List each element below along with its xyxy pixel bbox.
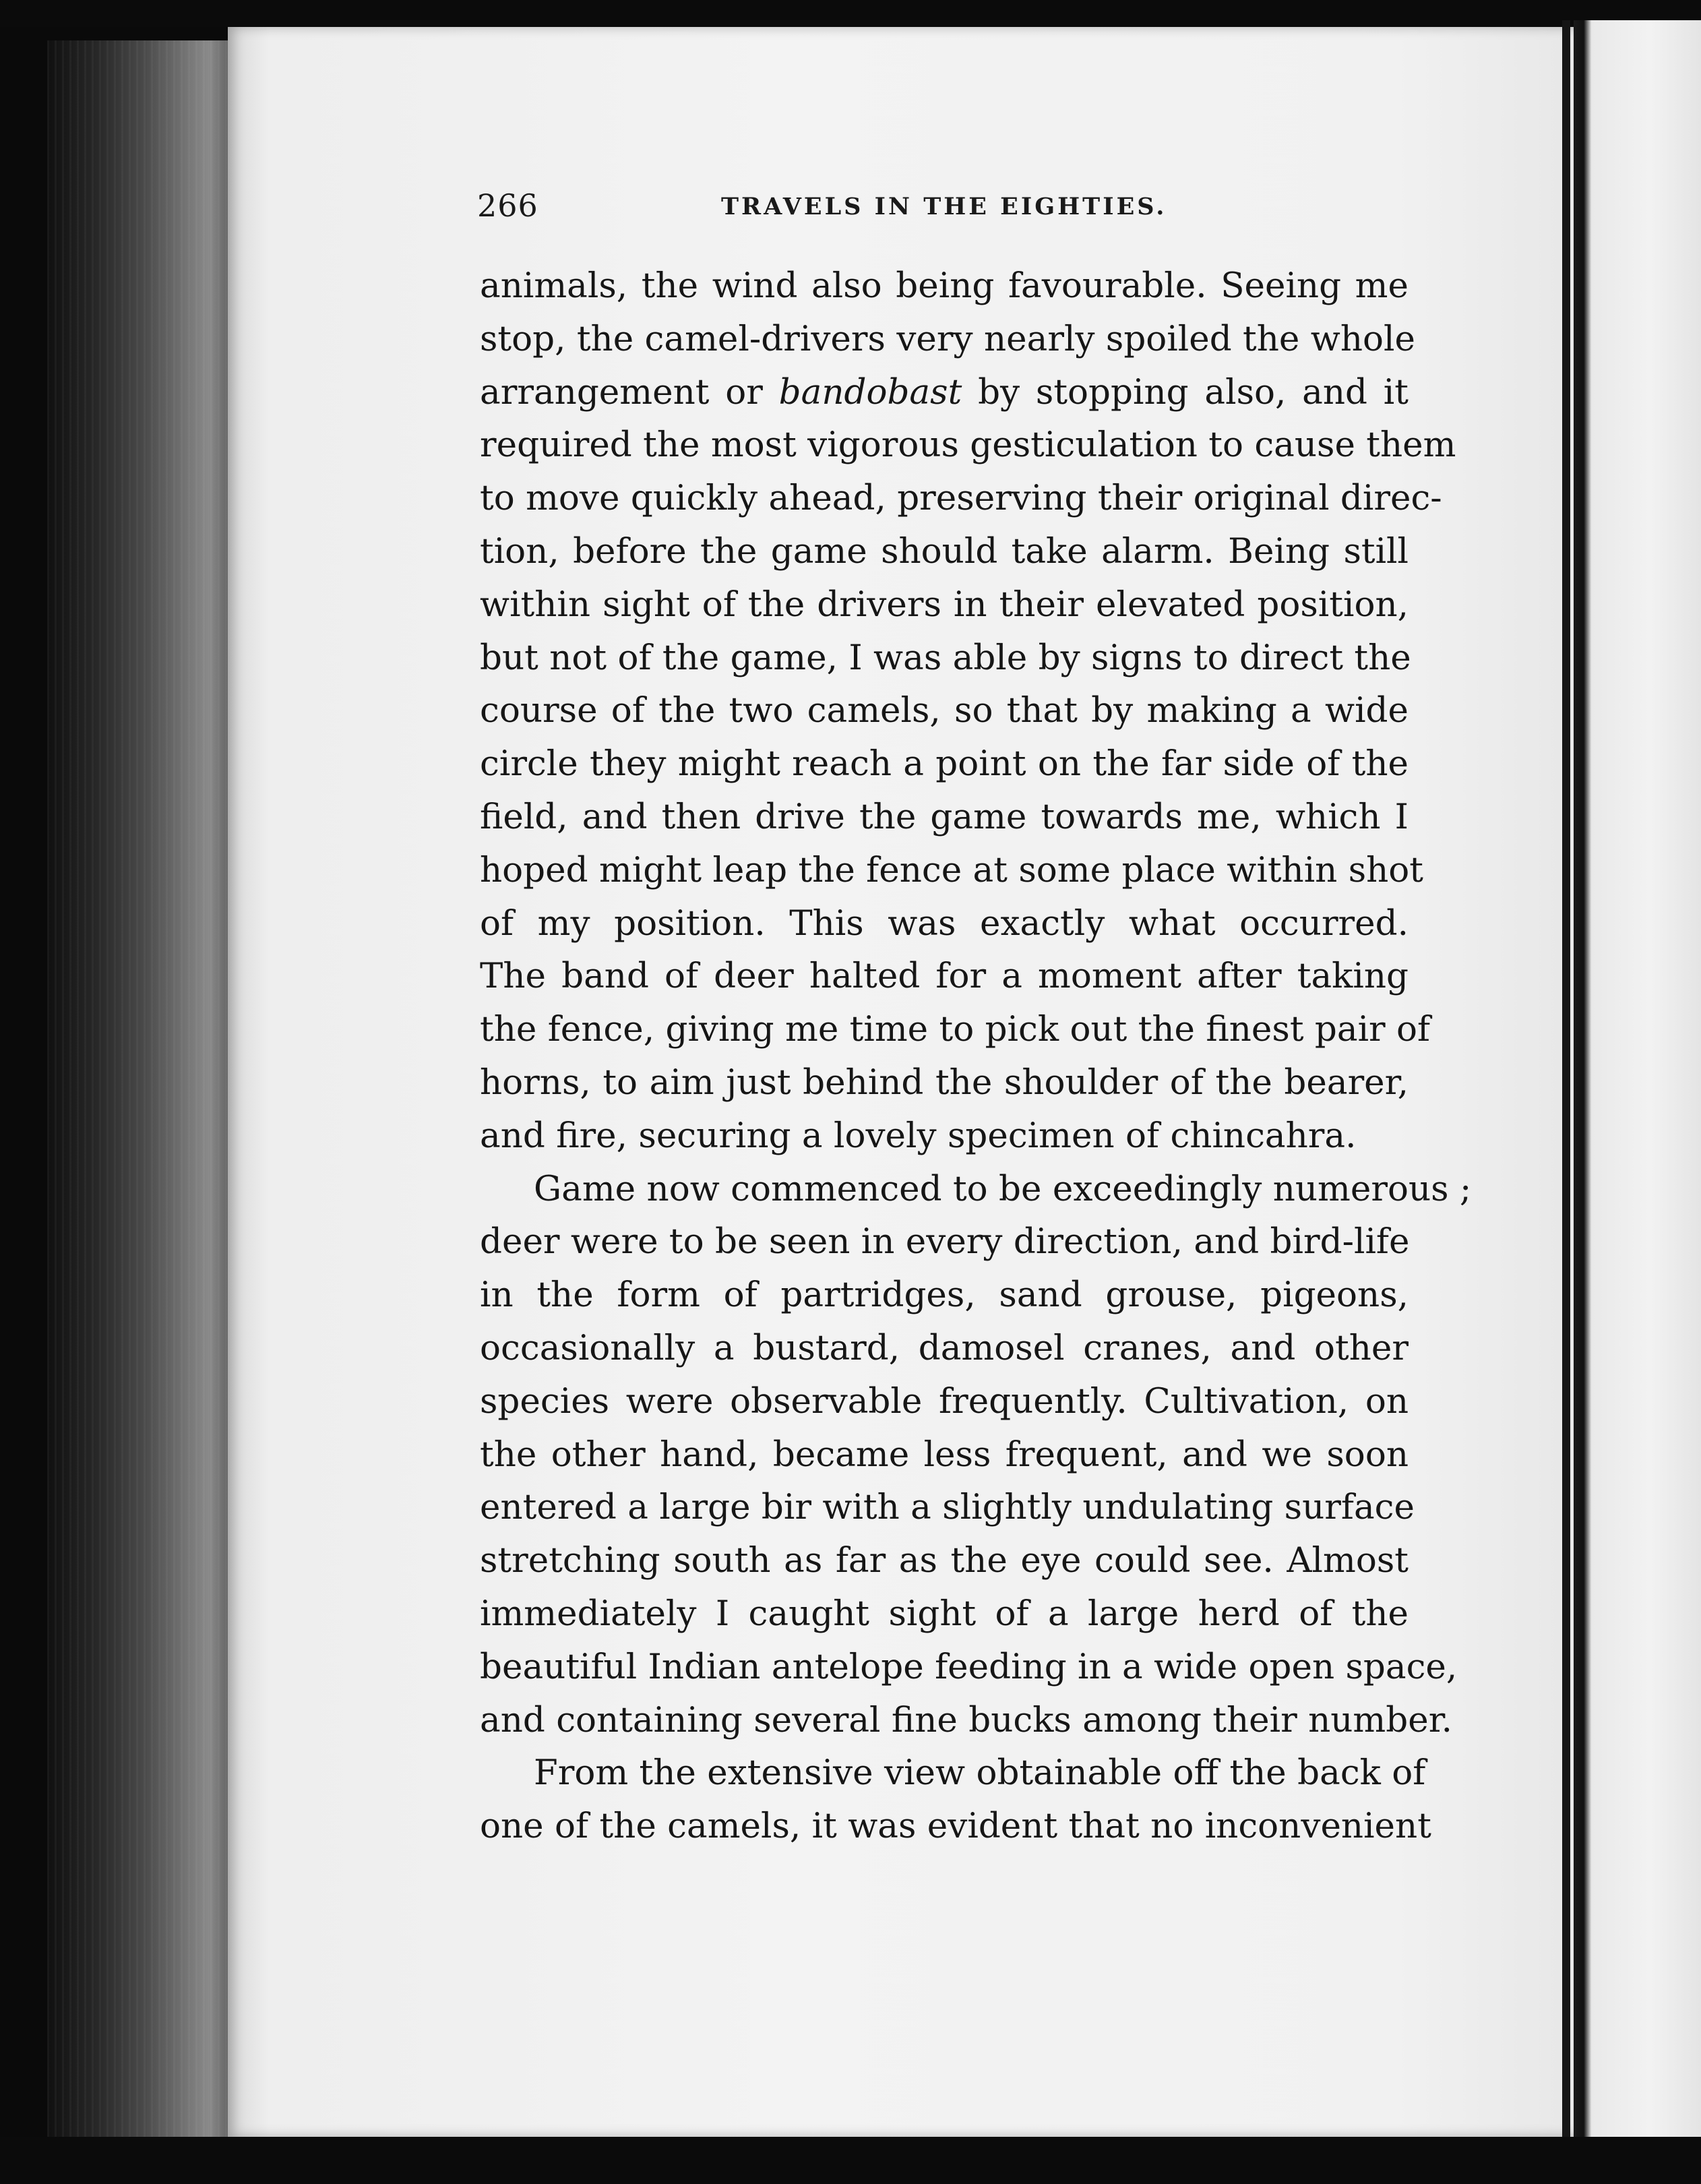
- text-line: horns, to aim just behind the shoulder of the bearer,: [480, 1062, 1409, 1103]
- text-line: entered a large bir with a slightly undulating surface: [480, 1487, 1415, 1528]
- page-gutter: [1562, 20, 1570, 2144]
- text-line: [480, 366, 1409, 419]
- text-line: and containing several fine bucks among their number.: [480, 1699, 1453, 1740]
- text-line: tion, before the game should take alarm. Being still: [480, 530, 1409, 572]
- text-line: beautiful Indian antelope feeding in a wide open space,: [480, 1646, 1458, 1687]
- text-line: within sight of the drivers in their elevated position,: [480, 584, 1409, 625]
- text-line: in the form of partridges, sand grouse, pigeons,: [480, 1275, 1409, 1316]
- paragraph: [480, 1163, 1472, 1747]
- paragraph: [480, 1747, 1431, 1853]
- text-line: the fence, giving me time to pick out the finest pair of: [480, 1009, 1431, 1050]
- text-line: species were observable frequently. Cultivation, on: [480, 1381, 1409, 1422]
- italic-term: bandobast: [778, 371, 962, 413]
- text-line: course of the two camels, so that by making a wide: [480, 690, 1409, 731]
- scan-bottom-border: [0, 2137, 1701, 2184]
- page-number: 266: [477, 187, 538, 224]
- text-line: hoped might leap the fence at some place within shot: [480, 849, 1424, 890]
- text-line: but not of the game, I was able by signs to direct the: [480, 637, 1411, 678]
- page-header: [477, 187, 1414, 235]
- scan-top-border: [0, 0, 1701, 27]
- text-line: one of the camels, it was evident that no inconvenient: [480, 1806, 1431, 1847]
- text-line: deer were to be seen in every direction, and bird-life: [480, 1221, 1410, 1263]
- text-segment: arrangement or: [480, 371, 779, 413]
- text-line: The band of deer halted for a moment after taking: [480, 956, 1409, 997]
- text-line: immediately I caught sight of a large herd of the: [480, 1593, 1409, 1634]
- text-line: animals, the wind also being favourable. Seeing me: [480, 266, 1409, 306]
- text-line: the other hand, became less frequent, and we soon: [480, 1434, 1409, 1475]
- text-line: and fire, securing a lovely specimen of chincahra.: [480, 1115, 1357, 1156]
- text-line: From the extensive view obtainable off the back of: [534, 1753, 1426, 1794]
- text-line: stop, the camel-drivers very nearly spoiled the whole: [480, 318, 1415, 359]
- text-line: Game now commenced to be exceedingly numerous ;: [534, 1168, 1472, 1209]
- text-line: stretching south as far as the eye could see. Almost: [480, 1540, 1409, 1581]
- text-segment: by stopping also, and it: [962, 371, 1409, 413]
- running-head: TRAVELS IN THE EIGHTIES.: [721, 193, 1167, 220]
- text-line: field, and then drive the game towards me, which I: [480, 796, 1409, 837]
- facing-page-edge: [1574, 20, 1701, 2144]
- paragraph: [480, 260, 1456, 1163]
- text-line: to move quickly ahead, preserving their original direc-: [480, 478, 1442, 519]
- text-line: of my position. This was exactly what occurred.: [480, 903, 1409, 944]
- text-line: circle they might reach a point on the far side of the: [480, 744, 1409, 785]
- text-line: occasionally a bustard, damosel cranes, and other: [480, 1327, 1409, 1368]
- body-text: [480, 260, 1472, 1853]
- text-line: required the most vigorous gesticulation to cause them: [480, 425, 1456, 466]
